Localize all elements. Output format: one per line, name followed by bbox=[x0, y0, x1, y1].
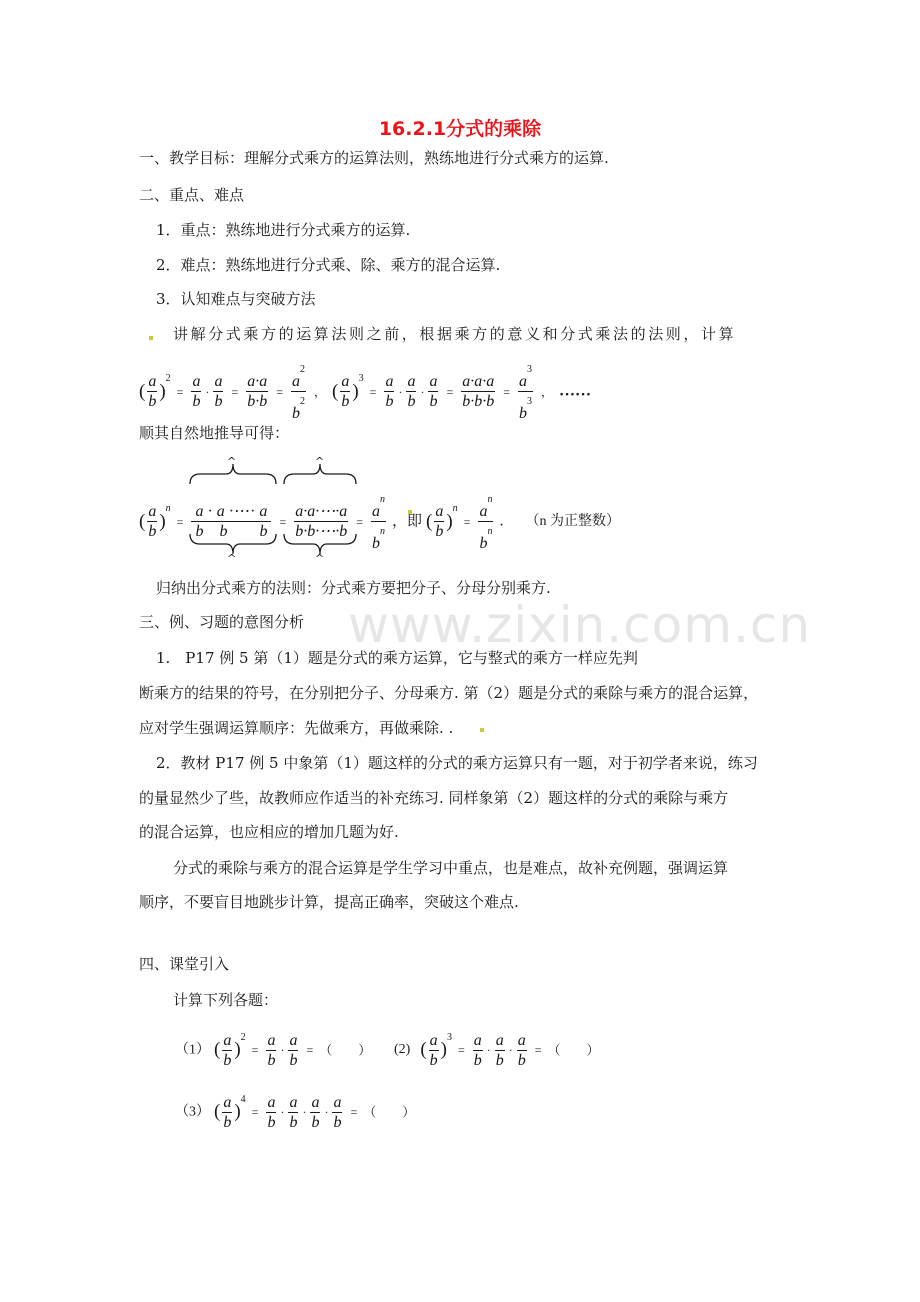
section-intro: 四、课堂引入 bbox=[139, 955, 230, 973]
speck-mark bbox=[149, 336, 153, 340]
speck-mark bbox=[408, 510, 412, 514]
formula-square-cube: ( $\frac{a}{b}$ )$^2$ = $\frac{a}{b}$ · $\frac{a}{b}$ = $\frac{a\cdot a}{b\cdot b}$ = $\frac{a^2}{b^2}$ ， ( $\frac{a}{b}$ )$^3$ = $\frac{a}{b}$ · $\frac{a}{b}$ · $\frac{a}{b}$ = $\frac{a\cdot a\cdot a}{b\cdot b\cdot b}$ = $\frac{a^3}{b^3}$ ， …… bbox=[139, 360, 591, 423]
exercise-2: (2) ( $\frac{a}{b}$ )$^3$ = $\frac{a}{b}$ · $\frac{a}{b}$ · $\frac{a}{b}$ = （ ） bbox=[394, 1031, 600, 1069]
example-note-1b: 断乘方的结果的符号，在分别把分子、分母乘方. 第（2）题是分式的乘除与乘方的混合运算， bbox=[139, 684, 759, 702]
example-note-2b: 的量显然少了些，故教师应作适当的补充练习. 同样象第（2）题这样的分式的乘除与乘方 bbox=[139, 789, 729, 807]
key-point-3: 3．认知难点与突破方法 bbox=[156, 290, 316, 308]
exercise-1: （1） ( $\frac{a}{b}$ )$^2$ = $\frac{a}{b}$ · $\frac{a}{b}$ = （ ） bbox=[175, 1031, 372, 1069]
example-note-1c: 应对学生强调运算顺序：先做乘方，再做乘除. . bbox=[139, 719, 454, 737]
method-intro: 讲解分式乘方的运算法则之前，根据乘方的意义和分式乘法的法则，计算 bbox=[173, 325, 737, 343]
speck-mark bbox=[480, 728, 484, 732]
page-title: 16.2.1分式的乘除 bbox=[378, 118, 542, 140]
example-note-2c: 的混合运算，也应相应的增加几题为好. bbox=[139, 823, 399, 841]
section-objectives: 一、教学目标：理解分式乘方的运算法则，熟练地进行分式乘方的运算. bbox=[139, 149, 609, 167]
brace-label: ^ bbox=[227, 455, 237, 468]
intro-instruction: 计算下列各题： bbox=[173, 991, 279, 1009]
derive-lead: 顺其自然地推导可得： bbox=[139, 424, 290, 442]
example-note-1a: 1. P17 例 5 第（1）题是分式的乘方运算，它与整式的乘方一样应先判 bbox=[156, 649, 638, 667]
example-note-3a: 分式的乘除与乘方的混合运算是学生学习中重点，也是难点，故补充例题，强调运算 bbox=[173, 859, 729, 877]
key-point-2: 2．难点：熟练地进行分式乘、除、乘方的混合运算. bbox=[156, 256, 501, 274]
brace-label: ^ bbox=[315, 455, 325, 468]
example-note-2a: 2．教材 P17 例 5 中象第（1）题这样的分式的乘方运算只有一题，对于初学者来说，练习 bbox=[156, 754, 758, 772]
section-examples: 三、例、习题的意图分析 bbox=[139, 613, 305, 631]
brace-label: ^ bbox=[227, 552, 237, 565]
example-note-3b: 顺序，不要盲目地跳步计算，提高正确率，突破这个难点. bbox=[139, 893, 519, 911]
formula-general: ( $\frac{a}{b}$ )$^n$ = $\frac{a \cdot a \cdot\cdots\cdot a}{\text{b b b}}$ = $\frac{a\cdot a\cdot\cdots\cdot a}{b\cdot b\cdot\cdots\cdot b}$ = $\frac{a^n}{b^n}$ ，即 ( $\frac{a}{b}$ )$^n$ = $\frac{a^n}{b^n}$ . （n 为正整数） bbox=[139, 490, 620, 553]
watermark: www.zixin.com.cn bbox=[348, 596, 812, 654]
brace-label: ^ bbox=[315, 552, 325, 565]
exercise-3: （3） ( $\frac{a}{b}$ )$^4$ = $\frac{a}{b}$ · $\frac{a}{b}$ · $\frac{a}{b}$ · $\frac{a}{b}$ = （ ） bbox=[175, 1093, 416, 1131]
key-point-1: 1．重点：熟练地进行分式乘方的运算. bbox=[156, 221, 411, 239]
section-key-points: 二、重点、难点 bbox=[139, 186, 245, 204]
rule-summary: 归纳出分式乘方的法则：分式乘方要把分子、分母分别乘方. bbox=[156, 579, 551, 597]
